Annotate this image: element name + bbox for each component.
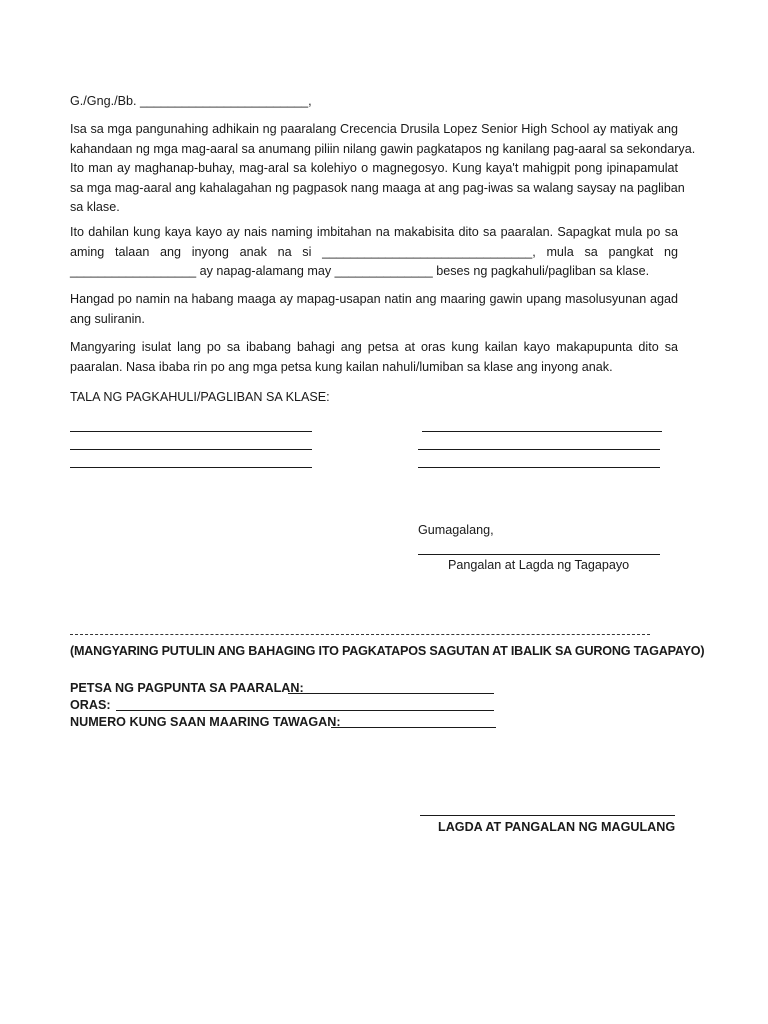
- visit-time-field[interactable]: [116, 710, 494, 711]
- visit-date-label: PETSA NG PAGPUNTA SA PAARALAN:: [70, 681, 304, 695]
- paragraph-line: kahandaan ng mga mag-aaral sa anumang piliin nilang gawin pagkatapos ng kanilang pag-aaral sa sekondarya.: [70, 141, 696, 156]
- visit-time-label: ORAS:: [70, 698, 111, 712]
- adviser-signature-line[interactable]: [418, 554, 660, 555]
- paragraph-invitation: [70, 223, 678, 282]
- parent-caption: LAGDA AT PANGALAN NG MAGULANG: [438, 820, 676, 834]
- paragraph-line: paaralan. Nasa ibaba rin po ang mga petsa kung kailan nahuli/lumiban sa klase ang inyong anak.: [70, 359, 613, 374]
- adviser-caption: Pangalan at Lagda ng Tagapayo: [448, 558, 630, 572]
- visit-date-field[interactable]: [288, 693, 494, 694]
- paragraph-line: Ito dahilan kung kaya kayo ay nais naming imbitahan na makabisita dito sa paaralan. Sapagkat mula po sa: [70, 225, 678, 239]
- phone-label: NUMERO KUNG SAAN MAARING TAWAGAN:: [70, 715, 341, 729]
- paragraph-line: sa klase.: [70, 200, 120, 214]
- paragraph-line: __________________ ay napag-alamang may ______________ beses ng pagkahuli/pagliban sa klase.: [70, 264, 650, 278]
- paragraph-line: Hangad po namin na habang maaga ay mapag-usapan natin ang maaring gawin upang masolusyunan agad: [70, 292, 678, 306]
- cut-line: [70, 634, 650, 635]
- record-blank-line[interactable]: [418, 467, 660, 468]
- paragraph-hope: [70, 290, 678, 329]
- paragraph-purpose: [70, 120, 696, 218]
- phone-field[interactable]: [331, 727, 496, 728]
- record-blank-line[interactable]: [70, 449, 312, 450]
- salutation: G./Gng./Bb. ________________________,: [70, 94, 312, 108]
- paragraph-line: Ito man ay maghanap-buhay, mag-aral sa kolehiyo o magnegosyo. Kung kaya't mahigpit pong ipinapamulat: [70, 161, 678, 175]
- paragraph-line: ang suliranin.: [70, 311, 145, 326]
- cut-instruction: (MANGYARING PUTULIN ANG BAHAGING ITO PAGKATAPOS SAGUTAN AT IBALIK SA GURONG TAGAPAYO): [70, 644, 705, 658]
- paragraph-line: Mangyaring isulat lang po sa ibabang bahagi ang petsa at oras kung kailan kayo makapupunta dito sa: [70, 340, 678, 354]
- paragraph-request: [70, 338, 678, 377]
- closing: Gumagalang,: [418, 523, 494, 537]
- parent-signature-line[interactable]: [420, 815, 675, 816]
- record-blank-line[interactable]: [70, 467, 312, 468]
- paragraph-line: Isa sa mga pangunahing adhikain ng paaralang Crecencia Drusila Lopez Senior High School ay matiyak ang: [70, 122, 678, 136]
- paragraph-line: aming talaan ang inyong anak na si ______________________________, mula sa pangkat ng: [70, 244, 678, 259]
- record-blank-line[interactable]: [70, 431, 312, 432]
- record-heading: TALA NG PAGKAHULI/PAGLIBAN SA KLASE:: [70, 390, 330, 404]
- record-blank-line[interactable]: [422, 431, 662, 432]
- record-blank-line[interactable]: [418, 449, 660, 450]
- paragraph-line: sa mga mag-aaral ang kahalagahan ng pagpasok nang maaga at ang pag-iwas sa walang saysay na pagliban: [70, 180, 685, 195]
